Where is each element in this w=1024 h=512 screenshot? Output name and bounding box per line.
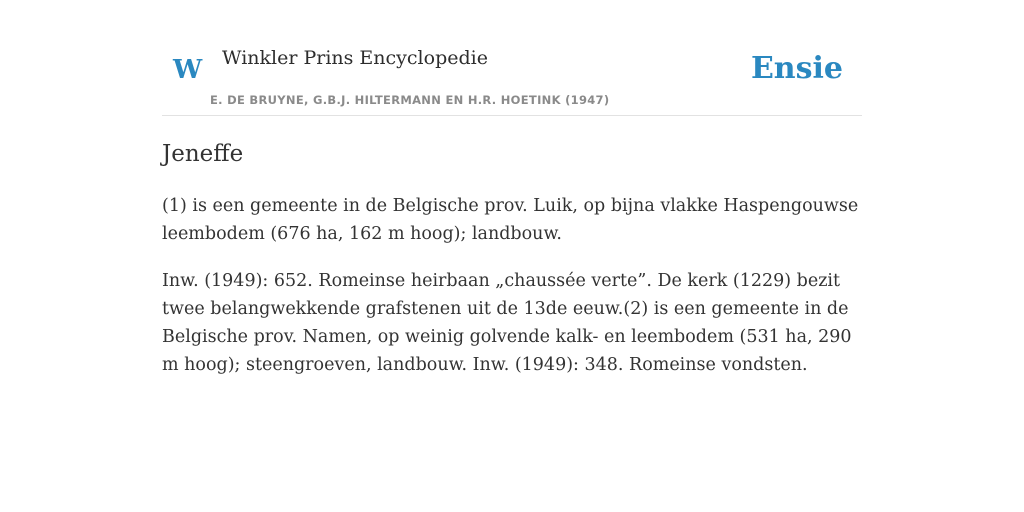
entry-title: Jeneffe [162,141,244,167]
source-authors: E. DE BRUYNE, G.B.J. HILTERMANN EN H.R. HOETINK (1947) [210,93,610,107]
brand-logo-link[interactable]: Ensie [750,51,843,86]
entry-paragraph: (1) is een gemeente in de Belgische prov. Luik, op bijna vlakke Haspengouwse leembodem (676 ha, 162 m hoog); landbouw. [162,196,859,244]
entry-content [162,138,862,379]
source-logo[interactable]: W [173,55,203,85]
entry-paragraph: Inw. (1949): 652. Romeinse heirbaan „chaussée verte”. De kerk (1229) bezit twee belangwekkende grafstenen uit de 13de eeuw.(2) is een gemeente in de Belgische prov. Namen, op weinig golvende kalk- en leembodem (531 ha, 290 m hoog); steengroeven, landbouw. Inw. (1949): 348. Romeinse vondsten. [162,271,852,375]
source-title-link[interactable]: Winkler Prins Encyclopedie [222,47,488,69]
source-header [162,40,862,116]
